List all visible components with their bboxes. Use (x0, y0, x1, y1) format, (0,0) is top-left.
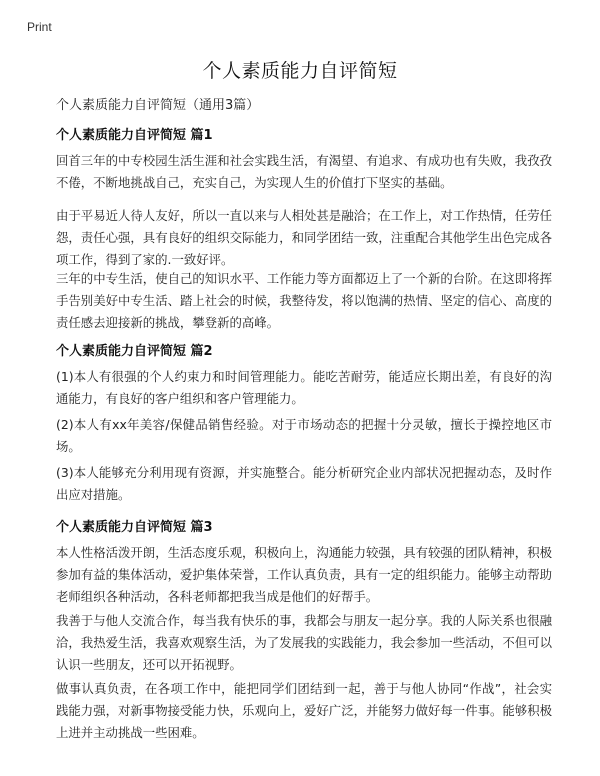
paragraph: (3)本人能够充分利用现有资源，并实施整合。能分析研究企业内部状况把握动态，及时作出应对措施。 (56, 465, 552, 502)
paragraph: 由于平易近人待人友好，所以一直以来与人相处甚是融洽；在工作上，对工作热情，任劳任怨，责任心强，具有良好的组织交际能力，和同学团结一致，注重配合其他学生出色完成各项工作，得到了家的.一致好评。 (56, 208, 552, 267)
paragraph: 我善于与他人交流合作，每当我有快乐的事，我都会与朋友一起分享。我的人际关系也很融洽，我热爱生活，我喜欢观察生活，为了发展我的实践能力，我会参加一些活动，不但可以认识一些朋友，还可以开拓视野。 (56, 613, 552, 672)
section-heading-2: 个人素质能力自评简短 篇2 (56, 344, 213, 359)
paragraph: (2)本人有xx年美容/保健品销售经验。对于市场动态的把握十分灵敏，擅长于操控地区市场。 (56, 417, 552, 454)
paragraph: 本人性格活泼开朗，生活态度乐观，积极向上，沟通能力较强，具有较强的团队精神，积极参加有益的集体活动，爱护集体荣誉，工作认真负责，具有一定的组织能力。能够主动帮助老师组织各种活动，各科老师都把我当成是他们的好帮手。 (56, 545, 552, 604)
paragraph: 回首三年的中专校园生活生涯和社会实践生活，有渴望、有追求、有成功也有失败，我孜孜不倦，不断地挑战自己，充实自己，为实现人生的价值打下坚实的基础。 (56, 153, 552, 190)
paragraph: (1)本人有很强的个人约束力和时间管理能力。能吃苦耐劳，能适应长期出差，有良好的沟通能力，有良好的客户组织和客户管理能力。 (56, 369, 552, 406)
print-link[interactable]: Print (27, 20, 52, 34)
paragraph: 三年的中专生活，使自己的知识水平、工作能力等方面都迈上了一个新的台阶。在这即将挥手告别美好中专生活、踏上社会的时候，我整待发，将以饱满的热情、坚定的信心、高度的责任感去迎接新的挑战，攀登新的高峰。 (56, 271, 552, 330)
page-title: 个人素质能力自评简短 (202, 60, 398, 82)
section-heading-1: 个人素质能力自评简短 篇1 (56, 128, 213, 143)
document-subtitle: 个人素质能力自评简短（通用3篇） (56, 98, 260, 113)
paragraph: 做事认真负责，在各项工作中，能把同学们团结到一起，善于与他人协同“作战”，社会实践能力强，对新事物接受能力快，乐观向上，爱好广泛，并能努力做好每一件事。能够积极上进并主动挑战一些困难。 (56, 681, 552, 740)
section-heading-3: 个人素质能力自评简短 篇3 (56, 520, 213, 535)
